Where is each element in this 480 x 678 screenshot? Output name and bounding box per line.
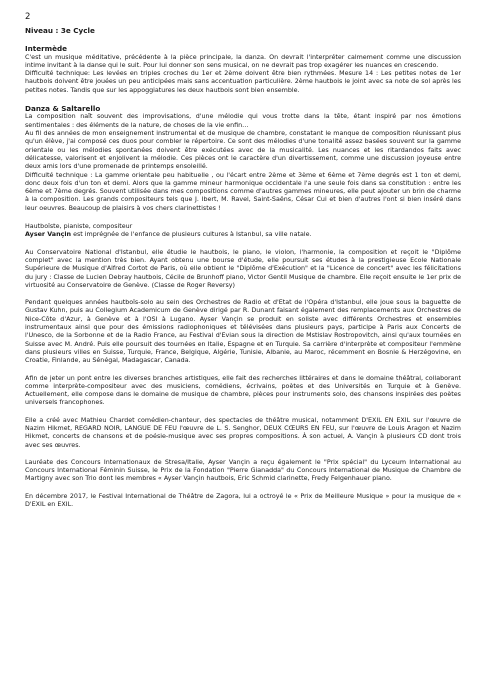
danza-paragraph-3: Difficulté technique : La gamme orientale peu habituelle , ou l'écart entre 2ème et 3ème et 6ème et 7ème degrés est 1 ton et demi, donc deux fois d'un ton et demi. Alors que la gamme mineur harmonique occidentale l'a une seule fois dans sa constitution : entre les 6ème et 7ème degrés. Souvent utilisée dans mes compositions comme d'autres gammes mineures, elle peut ajouter un brin de charme à la composition. Les grands compositeurs tels que J. Ibert, M. Ravel, Saint-Saëns, César Cui et bien d'autres l'ont si bien inséré dans leur oeuvres. Beaucoup de plaisirs à vos chers clarinettistes ! xyxy=(25,171,461,212)
page-number: 2 xyxy=(25,12,31,22)
intermede-heading: Intermède xyxy=(25,44,68,53)
document-page xyxy=(25,12,461,509)
bio-role: Hautboïste, pianiste, compositeur xyxy=(25,223,133,231)
bio-paragraph-1: Au Conservatoire National d'Istanbul, elle étudie le hautbois, le piano, le violon, l'harmonie, la composition et reçoit le "Diplôme complet" avec la mention très bien. Ayant obtenu une bourse d'étude, elle poursuit ses études à la prestigieuse Ecole Nationale Supérieure de Musique d'Alfred Cortot de Paris, où elle obtient le "Diplôme d'Exécution" et la "Licence de concert" avec les félicitations du jury : Classe de Lucien Debray hautbois, Cécile de Brunhoff piano, Victor Gentil Musique de chambre. Elle reçoit ensuite le 1er prix de virtuosité au Conservatoire de Genève. (Classe de Roger Reversy) xyxy=(25,248,461,289)
biography-section xyxy=(25,223,461,509)
bio-paragraph-5: Lauréate des Concours Internationaux de Stresa/Italie, Ayser Vançin a reçu également le "Prix spécial" du Lyceum International au Concours International Féminin Suisse, le Prix de la Fondation "Pierre Gianadda" du Concours International de Musique de Chambre de Martigny avec son Trio dont les membres « Ayser Vançin hautbois, Eric Schmid clarinette, Fredy Felgenhauer piano. xyxy=(25,458,461,483)
bio-name: Ayser Vançin xyxy=(25,231,72,239)
danza-section xyxy=(25,105,461,213)
intermede-section xyxy=(25,45,461,95)
danza-paragraph-2: Au fil des années de mon enseignement instrumental et de musique de chambre, constatant le manque de composition réunissant plus qu'un élève, j'ai composé ces duos pour combler le répertoire. Ce sont des mélodies d'une tonalité assez basées souvent sur la gamme orientale ou les mélodies spontanées doivent être exécutées avec de la musicalité. Les nuances et les ritardandos faits avec délicatesse, valorisent et enjolivent la mélodie. Ces pièces ont le caractère d'un divertissement, comme une discussion joyeuse entre deux amis lors d'une promenade de printemps ensoleillé. xyxy=(25,130,461,171)
intermede-paragraph-1: C'est un musique méditative, précédente à la pièce principale, la danza. On devrait l'interpréter calmement comme une discussion intime invitant à la danse qui le suit. Pour lui donner son sens musical, on ne devrait pas trop exagérer les nuances en crescendo. xyxy=(25,53,461,69)
danza-paragraph-1: La composition naît souvent des improvisations, d'une mélodie qui vous trotte dans la tête, étant inspiré par nos émotions sentimentales : des éléments de la nature, de choses de la vie enfin… xyxy=(25,113,461,129)
intermede-paragraph-2: Difficulté technique: Les levées en triples croches du 1er et 2ème doivent être bien rythmées. Mesure 14 : Les petites notes de 1er hautbois doivent être jouées un peu anticipées mais sans accentuation particulière. 2ème hautbois le joint avec sa note de sol après les petites notes. Tandis que sur les appoggiatures les deux hautbois sont bien ensemble. xyxy=(25,70,461,94)
bio-paragraph-6: En décembre 2017, le Festival International de Théâtre de Zagora, lui a octroyé le « Prix de Meilleure Musique » pour la musique de « D'EXIL en EXIL. xyxy=(25,492,461,509)
bio-paragraph-2: Pendant quelques années hautboïs-solo au sein des Orchestres de Radio et d'Etat de l'Opéra d'Istanbul, elle joue sous la baguette de Gustav Kuhn, puis au Collegium Academicum de Genève dirigé par R. Dunant faisant également des remplacements aux Orchestres de Nice-Côte d'Azur, à Genève et à l'OSI à Lugano. Ayser Vançin se produit en soliste avec différents Orchestres et ensembles instrumentaux ainsi que pour des émissions radiophoniques et télévisées dans plusieurs pays, participe à Paris aux Concerts de l'Unesco, de la Sorbonne et de la Radio France, au Festival d'Evian sous la direction de Mstislav Rostropovitch, ainsi qu'aux tournées en Suisse avec M. André. Puis elle poursuit des tournées en Italie, Espagne et en Turquie. Sa carrière d'interprète et compositeur l'emmène dans plusieurs villes en Suisse, Turquie, France, Belgique, Algérie, Tunisie, Albanie, au Maroc, récemment en Bosnie & Herzégovine, en Croatie, Finlande, au Sénégal, Madagascar, Canada. xyxy=(25,299,461,365)
bio-intro xyxy=(25,231,461,239)
level-label: Niveau : 3e Cycle xyxy=(25,26,95,35)
bio-paragraph-3: Afin de jeter un pont entre les diverses branches artistiques, elle fait des recherches littéraires et dans le domaine théâtral, collaborant comme interprète-compositeur avec des musiciens, comédiens, écrivains, poètes et des Universités en Turquie et à Genève. Actuellement, elle compose dans le domaine de musique de chambre, pièces pour instruments solo, des chansons inspirées des poètes universels francophones. xyxy=(25,374,461,407)
danza-heading: Danza & Saltarello xyxy=(25,103,101,113)
bio-intro-text: est imprégnée de l'enfance de plusieurs cultures à Istanbul, sa ville natale. xyxy=(71,231,312,239)
bio-paragraph-4: Elle a créé avec Mathieu Chardet comédien-chanteur, des spectacles de théâtre musical, notamment D'EXIL EN EXIL sur l'œuvre de Nazim Hikmet, REGARD NOIR, LANGUE DE FEU l'œuvre de L. S. Senghor, DEUX CŒURS EN FEU, sur l'œuvre de Louis Aragon et Nazim Hikmet, concerts de chansons et de poésie-musique avec ses propres compositions. À son actuel, A. Vançin à plusieurs CD dont trois avec ses œuvres. xyxy=(25,416,461,449)
